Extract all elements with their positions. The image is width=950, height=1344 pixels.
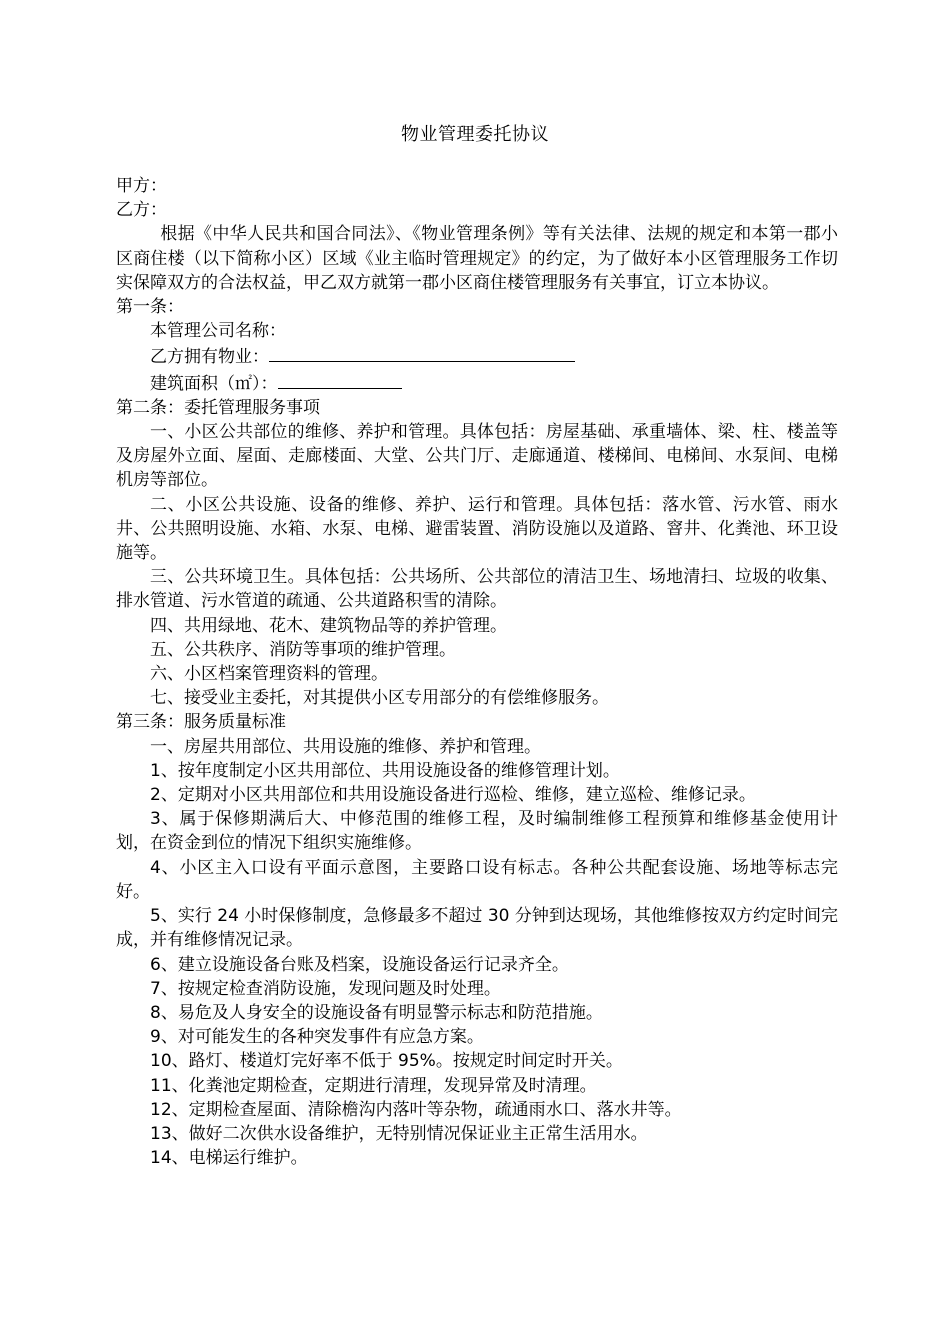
article-1-heading: 第一条：	[116, 297, 184, 318]
article-2-item: 七、接受业主委托，对其提供小区专用部分的有偿维修服务。	[150, 688, 609, 709]
document-title: 物业管理委托协议	[401, 124, 549, 145]
article-3-item: 4、小区主入口设有平面示意图，主要路口设有标志。各种公共配套设施、场地等标志完好。	[116, 857, 838, 902]
article-3-item: 2、定期对小区共用部位和共用设施设备进行巡检、维修，建立巡检、维修记录。	[150, 785, 756, 806]
owned-property-line	[116, 343, 838, 369]
article-3-item: 14、电梯运行维护。	[150, 1148, 308, 1169]
building-area-line	[116, 370, 838, 396]
owned-property-label: 乙方拥有物业：	[150, 347, 269, 368]
company-name-line	[116, 319, 838, 343]
article-3-item: 8、易危及人身安全的设施设备有明显警示标志和防范措施。	[150, 1002, 603, 1023]
building-area-blank	[278, 370, 402, 389]
company-name-label: 本管理公司名称：	[150, 321, 286, 342]
article-2-item: 一、小区公共部位的维修、养护和管理。具体包括：房屋基础、承重墙体、梁、柱、楼盖等及房屋外立面、屋面、走廊楼面、大堂、公共门厅、走廊通道、楼梯间、电梯间、水泵间、电梯机房等部位。	[116, 422, 838, 491]
article-3-item: 11、化粪池定期检查，定期进行清理，发现异常及时清理。	[150, 1075, 597, 1096]
document-body	[116, 174, 838, 1170]
article-3-item: 9、对可能发生的各种突发事件有应急方案。	[150, 1027, 484, 1048]
party-b-label: 乙方：	[116, 200, 167, 221]
article-3-item: 3、属于保修期满后大、中修范围的维修工程，及时编制维修工程预算和维修基金使用计划，在资金到位的情况下组织实施维修。	[116, 809, 838, 854]
intro-paragraph: 根据《中华人民共和国合同法》、《物业管理条例》等有关法律、法规的规定和本第一郡小区商住楼（以下简称小区）区域《业主临时管理规定》的约定，为了做好本小区管理服务工作切实保障双方的合法权益，甲乙双方就第一郡小区商住楼管理服务有关事宜，订立本协议。	[116, 224, 838, 293]
article-3-item: 1、按年度制定小区共用部位、共用设施设备的维修管理计划。	[150, 760, 620, 781]
article-3-item: 13、做好二次供水设备维护，无特别情况保证业主正常生活用水。	[150, 1123, 648, 1144]
party-a-label: 甲方：	[116, 176, 167, 196]
article-3-item: 7、按规定检查消防设施，发现问题及时处理。	[150, 978, 501, 999]
article-3-item: 12、定期检查屋面、清除檐沟内落叶等杂物，疏通雨水口、落水井等。	[150, 1099, 682, 1120]
article-2-heading: 第二条：委托管理服务事项	[116, 397, 320, 418]
article-3-item: 5、实行 24 小时保修制度，急修最多不超过 30 分钟到达现场，其他维修按双方约定时间完成，并有维修情况记录。	[116, 906, 838, 951]
article-3-heading: 第三条：服务质量标准	[116, 712, 286, 733]
article-2-item: 六、小区档案管理资料的管理。	[150, 664, 388, 685]
article-2-item: 三、公共环境卫生。具体包括：公共场所、公共部位的清洁卫生、场地清扫、垃圾的收集、排水管道、污水管道的疏通、公共道路积雪的清除。	[116, 567, 838, 612]
owned-property-blank	[269, 343, 575, 362]
building-area-label: 建筑面积（㎡）：	[150, 373, 278, 394]
article-2-item: 五、公共秩序、消防等事项的维护管理。	[150, 639, 456, 660]
article-3-subheading: 一、房屋共用部位、共用设施的维修、养护和管理。	[150, 736, 541, 757]
article-2-item: 四、共用绿地、花木、建筑物品等的养护管理。	[150, 615, 507, 636]
article-2-item: 二、小区公共设施、设备的维修、养护、运行和管理。具体包括：落水管、污水管、雨水井、公共照明设施、水箱、水泵、电梯、避雷装置、消防设施以及道路、窨井、化粪池、环卫设施等。	[116, 494, 838, 564]
article-3-item: 6、建立设施设备台账及档案，设施设备运行记录齐全。	[150, 954, 569, 975]
article-3-item: 10、路灯、楼道灯完好率不低于 95%。按规定时间定时开关。	[150, 1051, 623, 1072]
